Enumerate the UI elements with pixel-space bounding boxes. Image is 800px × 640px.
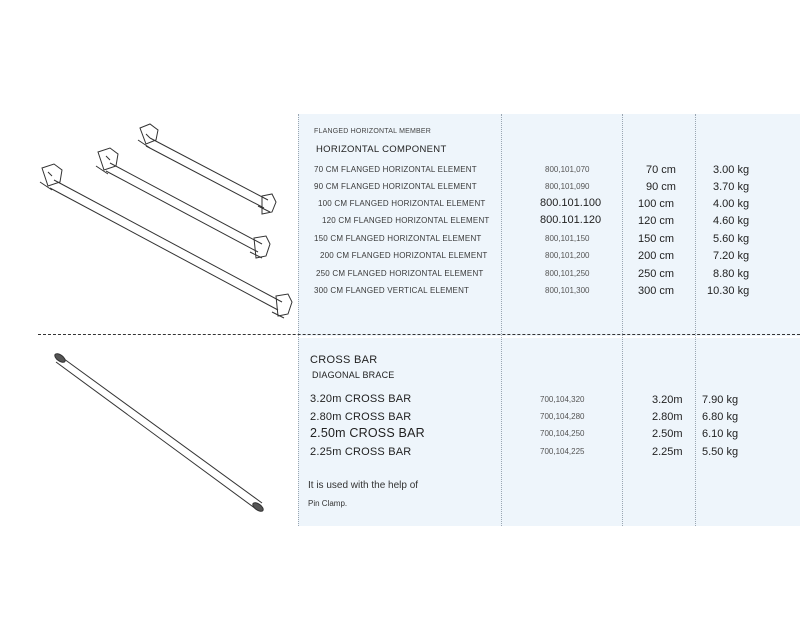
item-code: 800,101,300 — [545, 286, 590, 295]
item-length: 70 cm — [646, 164, 676, 176]
item-name: 2.80m CROSS BAR — [310, 411, 412, 423]
item-name: 100 CM FLANGED HORIZONTAL ELEMENT — [318, 199, 486, 208]
item-name: 3.20m CROSS BAR — [310, 393, 412, 405]
item-length: 120 cm — [638, 215, 675, 227]
column-divider — [298, 114, 299, 526]
item-name: 250 CM FLANGED HORIZONTAL ELEMENT — [316, 269, 484, 278]
section-divider — [38, 334, 800, 335]
item-weight: 3.00 kg — [713, 164, 750, 176]
item-code: 700,104,225 — [540, 447, 585, 456]
item-name: 300 CM FLANGED VERTICAL ELEMENT — [314, 286, 470, 295]
item-code: 800.101.120 — [540, 214, 602, 226]
usage-note: It is used with the help of — [308, 480, 419, 491]
item-weight: 6.80 kg — [702, 411, 739, 423]
item-length: 2.25m — [652, 446, 683, 458]
item-weight: 8.80 kg — [713, 268, 750, 280]
item-name: 70 CM FLANGED HORIZONTAL ELEMENT — [314, 165, 477, 174]
item-length: 200 cm — [638, 250, 675, 262]
item-weight: 10.30 kg — [707, 285, 750, 297]
item-length: 150 cm — [638, 233, 675, 245]
cross-subtitle: DIAGONAL BRACE — [312, 370, 395, 380]
item-name: 2.50m CROSS BAR — [310, 426, 425, 440]
item-length: 2.50m — [652, 428, 683, 440]
item-length: 250 cm — [638, 268, 675, 280]
item-code: 800,101,200 — [545, 251, 590, 260]
item-length: 300 cm — [638, 285, 675, 297]
column-divider — [695, 114, 696, 526]
item-name: 2.25m CROSS BAR — [310, 446, 412, 458]
item-weight: 4.00 kg — [713, 198, 750, 210]
item-length: 90 cm — [646, 181, 676, 193]
item-code: 800,101,150 — [545, 234, 590, 243]
item-code: 800,101,250 — [545, 269, 590, 278]
item-weight: 5.50 kg — [702, 446, 739, 458]
item-weight: 7.90 kg — [702, 394, 739, 406]
horizontal-title: FLANGED HORIZONTAL MEMBER — [314, 128, 432, 135]
item-name: 150 CM FLANGED HORIZONTAL ELEMENT — [314, 234, 482, 243]
cross-title: CROSS BAR — [310, 354, 378, 366]
item-weight: 4.60 kg — [713, 215, 750, 227]
horizontal-members-illustration — [40, 124, 292, 318]
horizontal-subtitle: HORIZONTAL COMPONENT — [316, 144, 447, 155]
item-code: 800.101.100 — [540, 197, 602, 209]
column-divider — [501, 114, 502, 526]
column-divider — [622, 114, 623, 526]
cross-bar-illustration — [53, 352, 264, 513]
item-length: 100 cm — [638, 198, 675, 210]
item-weight: 7.20 kg — [713, 250, 750, 262]
item-length: 2.80m — [652, 411, 683, 423]
item-code: 700,104,280 — [540, 412, 585, 421]
item-name: 120 CM FLANGED HORIZONTAL ELEMENT — [322, 216, 490, 225]
item-weight: 6.10 kg — [702, 428, 739, 440]
item-weight: 3.70 kg — [713, 181, 750, 193]
item-name: 90 CM FLANGED HORIZONTAL ELEMENT — [314, 182, 477, 191]
item-length: 3.20m — [652, 394, 683, 406]
item-code: 800,101,090 — [545, 182, 590, 191]
item-code: 800,101,070 — [545, 165, 590, 174]
item-weight: 5.60 kg — [713, 233, 750, 245]
item-name: 200 CM FLANGED HORIZONTAL ELEMENT — [320, 251, 488, 260]
item-code: 700,104,320 — [540, 395, 585, 404]
item-code: 700,104,250 — [540, 429, 585, 438]
usage-note-clamp: Pin Clamp. — [308, 499, 348, 508]
